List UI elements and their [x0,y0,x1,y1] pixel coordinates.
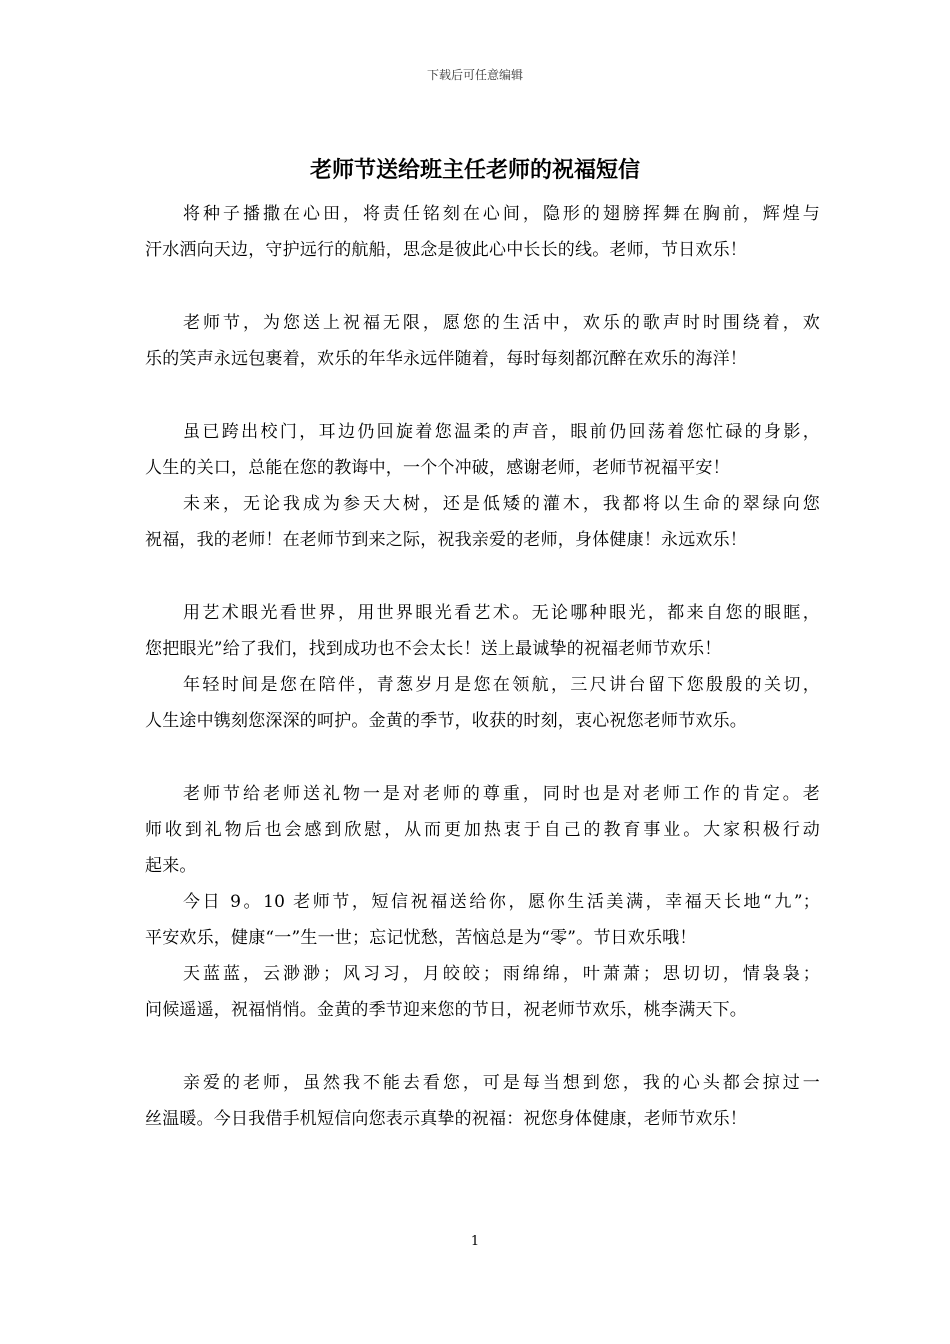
text-line: 虽已跨出校门，耳边仍回旋着您温柔的声音，眼前仍回荡着您忙碌的身影， [183,422,820,442]
page-title: 老师节送给班主任老师的祝福短信 [309,157,640,183]
text-line: 丝温暖。今日我借手机短信向您表示真挚的祝福：祝您身体健康，老师节欢乐！ [145,1109,747,1129]
paragraph [145,486,820,558]
paragraph [145,1065,820,1137]
text-line: 用艺术眼光看世界，用世界眼光看艺术。无论哪种眼光，都来自您的眼眶， [183,603,820,623]
text-line: 天蓝蓝，云渺渺；风习习，月皎皎；雨绵绵，叶萧萧；思切切，情袅袅； [183,964,820,984]
text-line: 今日 9。10 老师节，短信祝福送给你，愿你生活美满，幸福天长地“九”； [183,892,820,912]
text-line: 老师节，为您送上祝福无限，愿您的生活中，欢乐的歌声时时围绕着，欢 [183,313,820,333]
paragraph [145,956,820,1028]
text-line: 祝福，我的老师！在老师节到来之际，祝我亲爱的老师，身体健康！永远欢乐！ [145,530,747,550]
text-line: 师收到礼物后也会感到欣慰，从而更加热衷于自己的教育事业。大家积极行动 [145,820,820,840]
paragraph [145,196,820,268]
text-line: 起来。 [145,856,197,876]
text-line: 您把眼光”给了我们，找到成功也不会太长！送上最诚挚的祝福老师节欢乐！ [145,639,722,659]
page-number: 1 [470,1234,480,1249]
paragraph-gap [145,1028,820,1065]
document-body [145,196,820,1137]
text-line: 平安欢乐，健康“一”生一世；忘记忧愁，苦恼总是为“零”。节日欢乐哦！ [145,928,697,948]
text-line: 将种子播撒在心田，将责任铭刻在心间，隐形的翅膀挥舞在胸前，辉煌与 [183,204,820,224]
paragraph-gap [145,558,820,595]
text-line: 问候遥遥，祝福悄悄。金黄的季节迎来您的节日，祝老师节欢乐，桃李满天下。 [145,1000,747,1020]
text-line: 汗水洒向天边，守护远行的航船，思念是彼此心中长长的线。老师，节日欢乐！ [145,240,747,260]
text-line: 人生的关口，总能在您的教诲中，一个个冲破，感谢老师，老师节祝福平安！ [145,458,730,478]
paragraph [145,667,820,739]
paragraph-gap [145,377,820,414]
text-line: 人生途中镌刻您深深的呵护。金黄的季节，收获的时刻，衷心祝您老师节欢乐。 [145,711,747,731]
text-line: 亲爱的老师，虽然我不能去看您，可是每当想到您，我的心头都会掠过一 [183,1073,820,1093]
paragraph [145,884,820,956]
paragraph [145,305,820,377]
text-line: 老师节给老师送礼物一是对老师的尊重，同时也是对老师工作的肯定。老 [183,784,820,804]
paragraph-gap [145,739,820,776]
text-line: 乐的笑声永远包裹着，欢乐的年华永远伴随着，每时每刻都沉醉在欢乐的海洋！ [145,349,747,369]
paragraph-gap [145,268,820,305]
text-line: 年轻时间是您在陪伴，青葱岁月是您在领航，三尺讲台留下您殷殷的关切， [183,675,820,695]
paragraph [145,414,820,486]
paragraph [145,776,820,884]
paragraph [145,595,820,667]
text-line: 未来，无论我成为参天大树，还是低矮的灌木，我都将以生命的翠绿向您 [183,494,820,514]
header-note: 下载后可任意编辑 [426,68,523,82]
